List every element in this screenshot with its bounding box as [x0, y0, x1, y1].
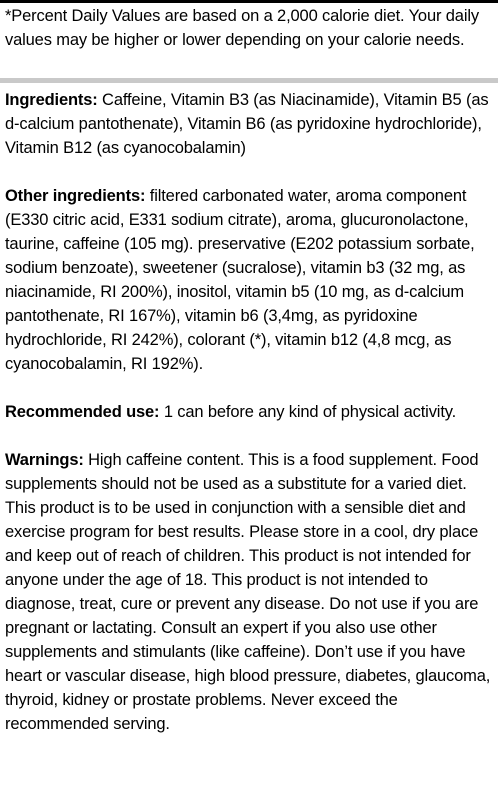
other-ingredients-label: Other ingredients:: [5, 187, 146, 205]
ingredients-text: Caffeine, Vitamin B3 (as Niacinamide), Vitamin B5 (as d-calcium pantothenate), Vitamin B6 (as pyridoxine hydrochloride), Vitamin B12 (as cyanocobalamin): [5, 91, 489, 157]
other-ingredients-section: [5, 184, 497, 376]
product-information: [5, 88, 497, 736]
daily-value-footnote: *Percent Daily Values are based on a 2,000 calorie diet. Your daily values may be higher or lower depending on your calorie needs.: [5, 7, 479, 49]
recommended-use-label: Recommended use:: [5, 403, 160, 421]
warnings-section: [5, 448, 497, 736]
warnings-text: High caffeine content. This is a food supplement. Food supplements should not be used as a substitute for a varied diet. This product is to be used in conjunction with a sensible diet and exercise program for best results. Please store in a cool, dry place and keep out of reach of children. This product is not intended for anyone under the age of 18. This product is not intended to diagnose, treat, cure or prevent any disease. Do not use if you are pregnant or lactating. Consult an expert if you also use other supplements and stimulants (like caffeine). Don’t use if you have heart or vascular disease, high blood pressure, diabetes, glaucoma, thyroid, kidney or prostate problems. Never exceed the recommended serving.: [5, 451, 491, 733]
top-rule: [0, 0, 498, 3]
recommended-use-text: 1 can before any kind of physical activity.: [159, 403, 457, 421]
other-ingredients-text: filtered carbonated water, aroma component (E330 citric acid, E331 sodium citrate), aroma, glucuronolactone, taurine, caffeine (105 mg). preservative (E202 potassium sorbate, sodium benzoate), sweetener (sucralose), vitamin b3 (32 mg, as niacinamide, RI 200%), inositol, vitamin b5 (10 mg, as d-calcium pantothenate, RI 167%), vitamin b6 (3,4mg, as pyridoxine hydrochloride, RI 242%), colorant (*), vitamin b12 (4,8 mcg, as cyanocobalamin, RI 192%).: [5, 187, 475, 373]
warnings-label: Warnings:: [5, 451, 84, 469]
ingredients-section: [5, 88, 497, 160]
section-divider: [0, 78, 498, 83]
recommended-use-section: [5, 400, 497, 424]
ingredients-label: Ingredients:: [5, 91, 98, 109]
